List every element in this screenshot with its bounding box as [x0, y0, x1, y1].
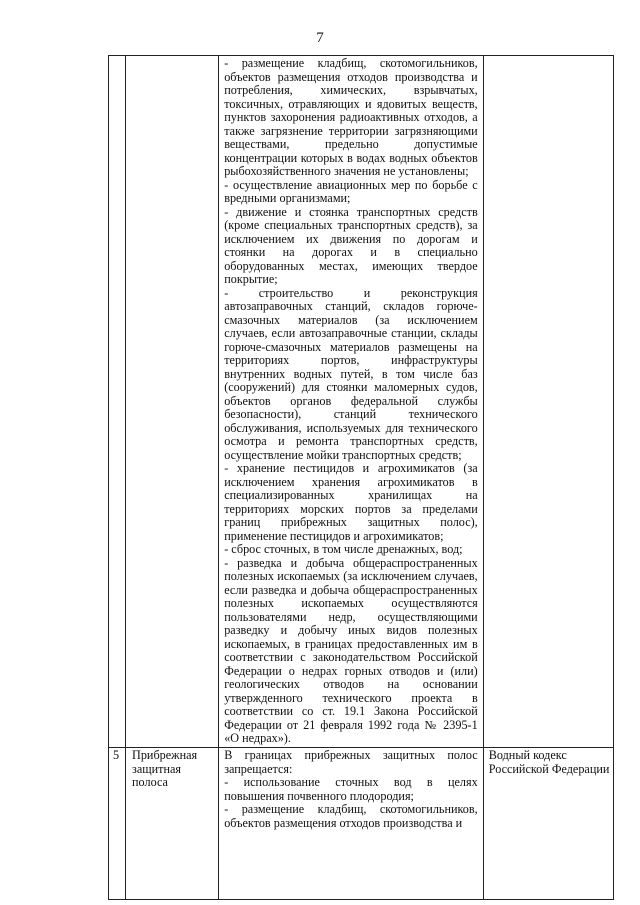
restriction-paragraph: - использование сточных вод в целях повышения почвенного плодородия; [224, 775, 478, 803]
restriction-paragraph: - разведка и добыча общераспространенных полезных ископаемых (за исключением случаев, если разведка и добыча общераспространенных полезных ископаемых осуществляются пользователями недр, осуществляющими разведку и добычу иных видов полезных ископаемых, в границах предоставленных им в соответствии с законодательством Российской Федерации о недрах горных отводов и (или) геологических отводов на основании утвержденного технического проекта в соответствии со ст. 19.1 Закона Российской Федерации от 21 февраля 1992 года № 2395-1 «О недрах»). [224, 555, 478, 745]
restriction-paragraph: - движение и стоянка транспортных средств (кроме специальных транспортных средств), за исключением их движения по дорогам и стоянки на дорогах и в специально оборудованных местах, имеющих твердое покрытие; [224, 204, 478, 286]
restriction-paragraph: - строительство и реконструкция автозаправочных станций, складов горюче-смазочных материалов (за исключением случаев, если автозаправочные станции, склады горюче-смазочных материалов размещены на территориях портов, инфраструктуры внутренних водных путей, в том числе баз (сооружений) для стоянки маломерных судов, объектов органов федеральной службы безопасности), станций технического обслуживания, используемых для технического осмотра и ремонта транспортных средств, осуществление мойки транспортных средств; [224, 285, 478, 462]
zone-name-cell [126, 56, 219, 748]
restriction-paragraph: В границах прибрежных защитных полос запрещается: [224, 748, 478, 776]
legal-basis-cell: Водный кодекс Российской Федерации [483, 748, 613, 900]
row-number-cell: 5 [109, 748, 126, 900]
restriction-paragraph: - размещение кладбищ, скотомогильников, объектов размещения отходов производства и [224, 802, 478, 830]
table-row-continuation [109, 56, 614, 748]
restrictions-cell [219, 56, 484, 748]
restrictions-cell [219, 748, 484, 900]
restriction-paragraph: - осуществление авиационных мер по борьбе с вредными организмами; [224, 177, 478, 205]
restriction-paragraph: - размещение кладбищ, скотомогильников, объектов размещения отходов производства и потребления, химических, взрывчатых, токсичных, отравляющих и ядовитых веществ, пунктов захоронения радиоактивных отходов, а также загрязнение территории загрязняющими веществами, предельно допустимые концентрации которых в водах водных объектов рыбохозяйственного значения не установлены; [224, 56, 478, 178]
legal-basis-cell [483, 56, 613, 748]
restriction-paragraph: - хранение пестицидов и агрохимикатов (за исключением хранения агрохимикатов в специализированных хранилищах на территориях морских портов за пределами границ прибрежных защитных полос), применение пестицидов и агрохимикатов; [224, 461, 478, 543]
restrictions-table [108, 55, 614, 900]
row-number-cell [109, 56, 126, 748]
restriction-paragraph: - сброс сточных, в том числе дренажных, вод; [224, 542, 463, 556]
table-row-5 [109, 748, 614, 900]
page-number: 7 [316, 30, 324, 46]
zone-name-cell: Прибрежная защитная полоса [126, 748, 219, 900]
